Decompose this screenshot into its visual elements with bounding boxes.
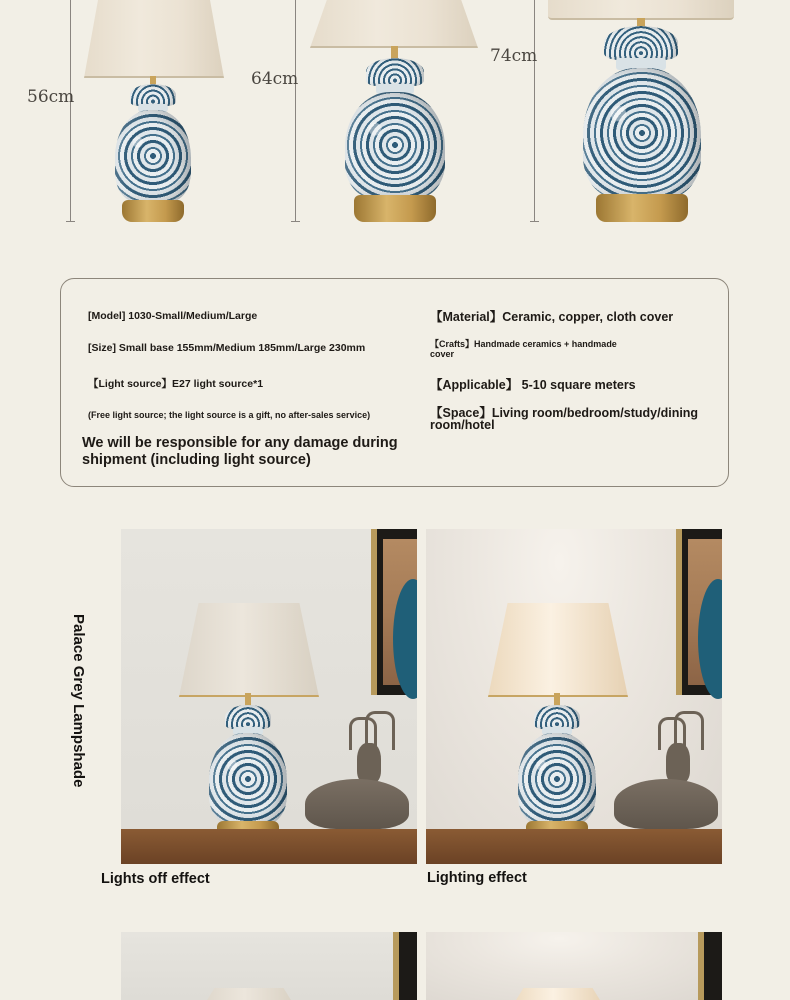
spec-size: [Size] Small base 155mm/Medium 185mm/Large 230mm: [88, 342, 366, 354]
lampshade: [548, 0, 734, 20]
dimension-line-medium: [295, 0, 296, 222]
dimension-line-large: [534, 0, 535, 222]
wooden-table: [121, 829, 417, 864]
lampshade: [84, 0, 224, 78]
porcelain-jar: [209, 733, 287, 825]
spec-light-source: 【Light source】E27 light source*1: [88, 378, 264, 390]
spec-space-line-2: room/hotel: [430, 418, 495, 432]
spec-space-line-1: 【Space】Living room/bedroom/study/dining: [430, 406, 699, 420]
dimension-tick-large: [530, 221, 539, 222]
dimension-tick-medium: [291, 221, 300, 222]
spec-damage-line-2: shipment (including light source): [82, 452, 311, 468]
lampshade: [201, 988, 297, 1000]
gallery-side-label: Palace Grey Lampshade: [70, 614, 87, 788]
lampshade: [310, 0, 478, 48]
wall-painting: [393, 932, 417, 1000]
dimension-tick-small: [66, 221, 75, 222]
wooden-table: [426, 829, 722, 864]
brass-base: [596, 194, 688, 222]
jar-lid: [534, 705, 580, 729]
brass-base: [122, 200, 184, 222]
dimension-line-small: [70, 0, 71, 222]
wall-painting: [676, 529, 722, 695]
dimension-label-large: 74cm: [490, 46, 538, 66]
wall-painting: [698, 932, 722, 1000]
porcelain-jar: [115, 110, 191, 202]
photo-lights-off: [121, 529, 417, 864]
brass-base: [354, 195, 436, 222]
photo-bottom-right: [426, 932, 722, 1000]
dimension-label-medium: 64cm: [251, 69, 299, 89]
spec-applicable: 【Applicable】 5-10 square meters: [430, 378, 636, 392]
lampshade: [179, 603, 319, 697]
porcelain-jar: [583, 68, 701, 198]
spec-free-light-note: (Free light source; the light source is a gift, no after-sales service): [88, 410, 371, 420]
spec-model: [Model] 1030-Small/Medium/Large: [88, 310, 258, 322]
jar-lid: [225, 705, 271, 729]
porcelain-jar: [345, 92, 445, 198]
spec-damage-line-1: We will be responsible for any damage during: [82, 435, 398, 451]
photo-lighting: [426, 529, 722, 864]
lampshade: [488, 603, 628, 697]
jar-lid: [604, 26, 678, 60]
caption-lighting: Lighting effect: [427, 870, 527, 886]
photo-bottom-left: [121, 932, 417, 1000]
jar-lid: [366, 58, 424, 86]
caption-lights-off: Lights off effect: [101, 871, 210, 887]
lampshade: [510, 988, 606, 1000]
wall-painting: [371, 529, 417, 695]
porcelain-jar: [518, 733, 596, 825]
spec-crafts-line-2: cover: [430, 349, 455, 359]
jar-lid: [130, 84, 176, 106]
dimension-label-small: 56cm: [27, 87, 75, 107]
spec-crafts-line-1: 【Crafts】Handmade ceramics + handmade: [430, 339, 617, 349]
spec-material: 【Material】Ceramic, copper, cloth cover: [430, 310, 674, 324]
